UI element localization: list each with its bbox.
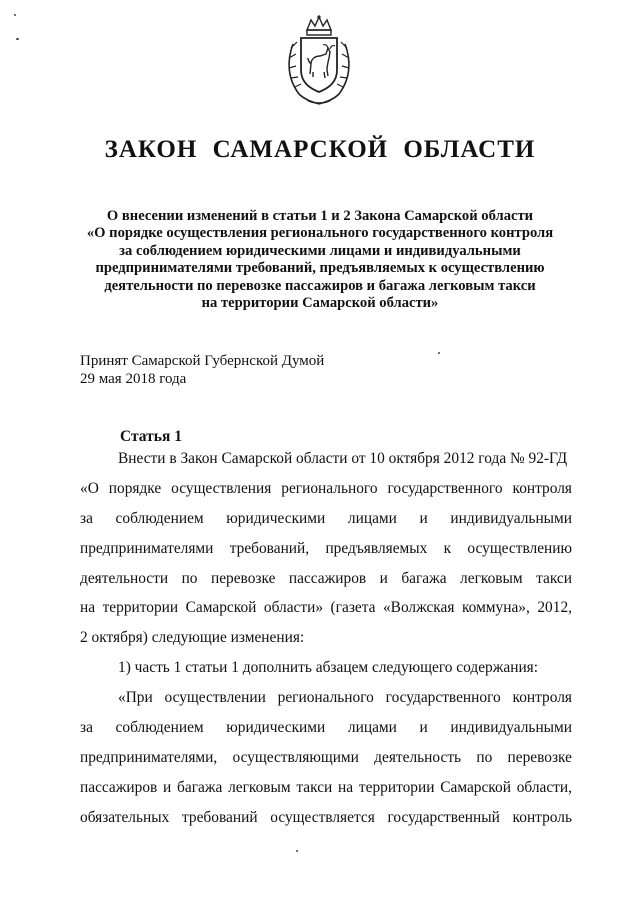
coat-of-arms-icon xyxy=(283,14,355,108)
body-line: Внести в Закон Самарской области от 10 октября 2012 года № 92-ГД xyxy=(118,450,568,467)
subtitle-line: на территории Самарской области» xyxy=(201,295,439,312)
scan-speck xyxy=(438,352,440,354)
body-line: 2 октября) следующие изменения: xyxy=(80,629,305,647)
subtitle-line: деятельности по перевозке пассажиров и багажа легковым такси xyxy=(104,277,536,294)
body-line: на территории Самарской области» (газета «Волжская коммуна», 2012, xyxy=(80,599,572,617)
body-line: «О порядке осуществления регионального государственного контроля xyxy=(80,479,572,497)
body-line: 1) часть 1 статьи 1 дополнить абзацем следующего содержания: xyxy=(118,659,539,677)
scan-speck xyxy=(14,14,16,16)
body-line: за соблюдением юридическими лицами и индивидуальными xyxy=(80,509,572,527)
body-line: предпринимателями, осуществляющими деятельность по перевозке xyxy=(80,748,572,766)
body-line: предпринимателями требований, предъявляемых к осуществлению xyxy=(80,539,572,557)
adoption-date: 29 мая 2018 года xyxy=(80,371,187,387)
law-subtitle xyxy=(70,208,570,312)
scan-speck xyxy=(16,38,19,40)
adoption-line: Принят Самарской Губернской Думой xyxy=(80,353,325,369)
subtitle-line: «О порядке осуществления регионального государственного контроля xyxy=(86,225,554,242)
subtitle-line: предпринимателями требований, предъявляемых к осуществлению xyxy=(95,260,545,277)
body-line: за соблюдением юридическими лицами и индивидуальными xyxy=(80,719,572,737)
article-body xyxy=(80,444,572,833)
law-title: ЗАКОН САМАРСКОЙ ОБЛАСТИ xyxy=(104,136,536,163)
adoption-note xyxy=(80,352,480,388)
body-line: «При осуществлении регионального государственного контроля xyxy=(118,689,572,707)
scan-speck xyxy=(296,850,298,852)
body-line: деятельности по перевозке пассажиров и багажа легковым такси xyxy=(80,569,572,587)
subtitle-line: О внесении изменений в статьи 1 и 2 Закона Самарской области xyxy=(106,208,534,224)
article-heading: Статья 1 xyxy=(120,428,182,445)
body-line: обязательных требований осуществляется государственный контроль xyxy=(80,808,572,826)
body-line: пассажиров и багажа легковым такси на территории Самарской области, xyxy=(80,778,572,796)
subtitle-line: за соблюдением юридическими лицами и индивидуальными xyxy=(119,242,521,259)
